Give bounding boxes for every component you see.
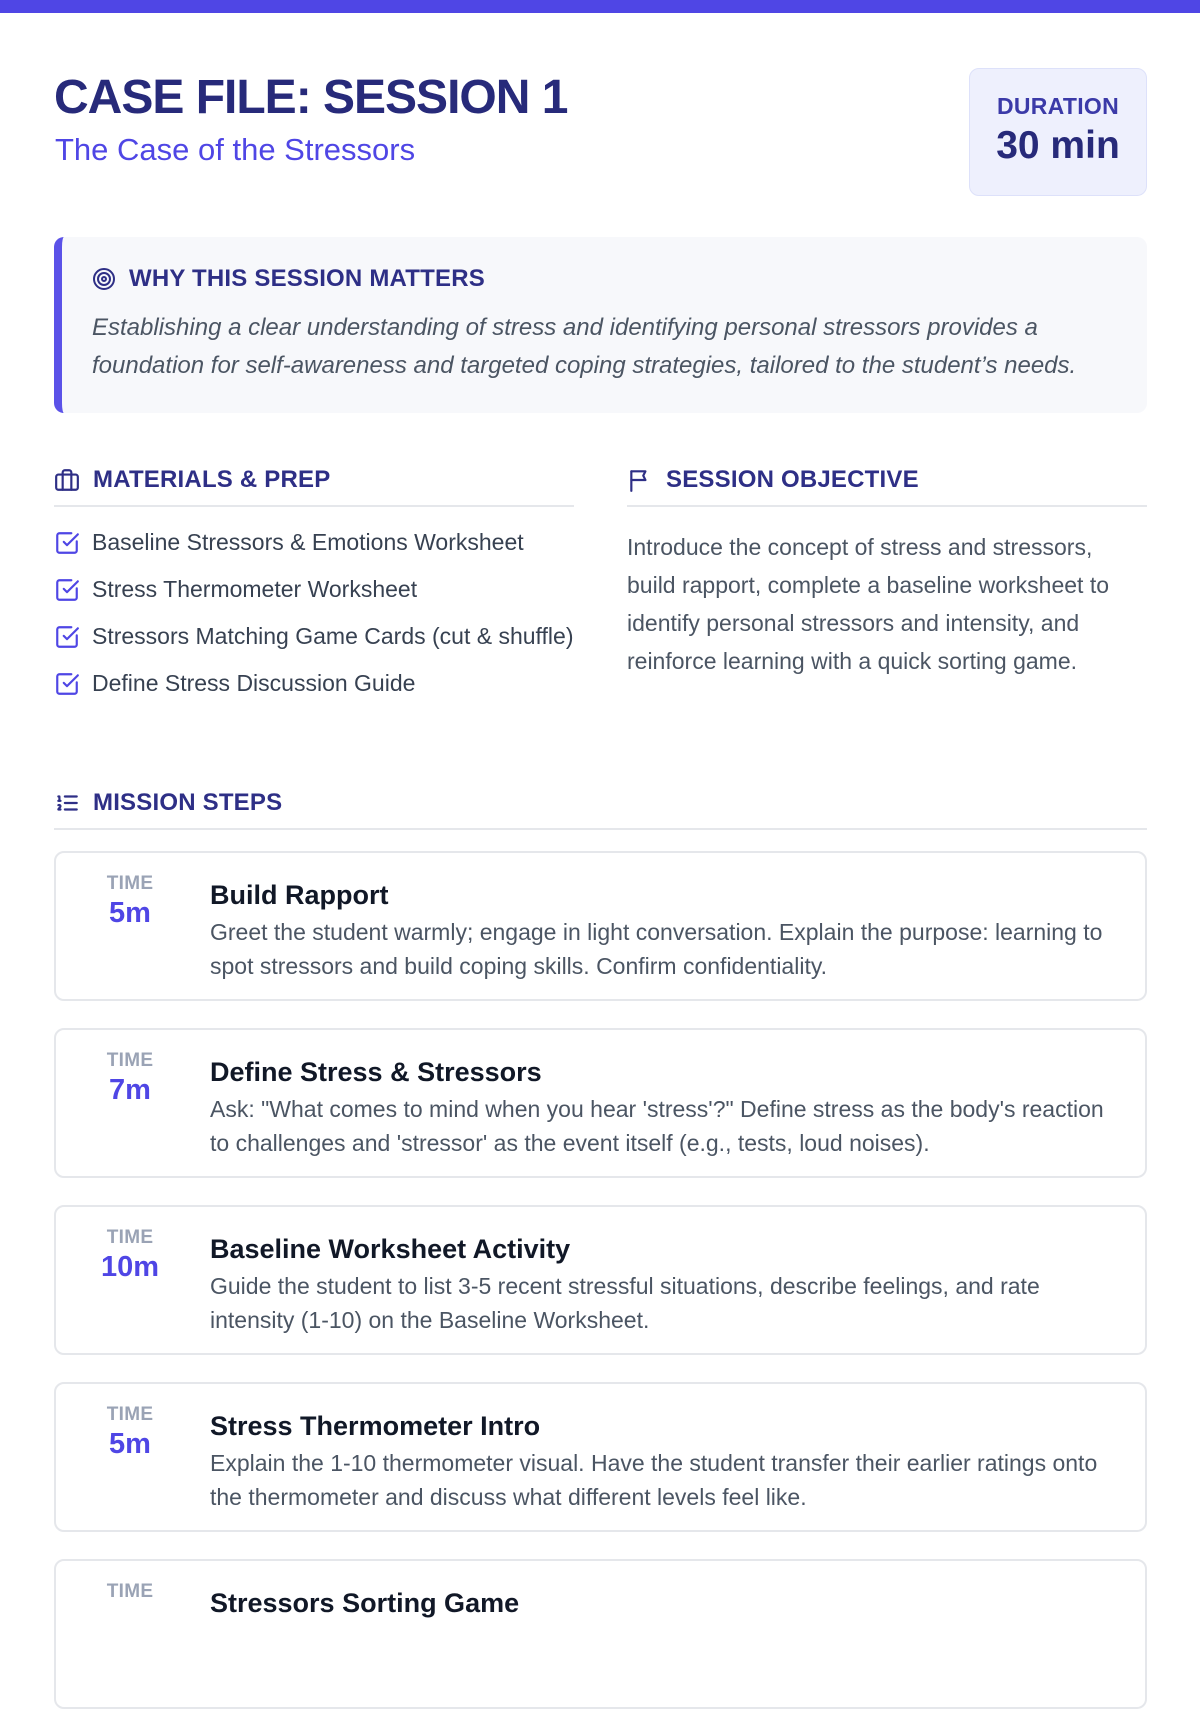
step-title: Stressors Sorting Game bbox=[210, 1588, 520, 1618]
checkbox-checked-icon bbox=[54, 530, 80, 556]
time-value: 7m bbox=[109, 1074, 151, 1106]
objective-heading-row bbox=[627, 465, 1147, 507]
material-label: Stressors Matching Game Cards (cut & shuffle) bbox=[92, 623, 574, 649]
list-item bbox=[54, 573, 574, 606]
step-title: Define Stress & Stressors bbox=[210, 1057, 542, 1087]
step-time bbox=[56, 1404, 204, 1461]
step-time bbox=[56, 1581, 204, 1605]
mission-heading: MISSION STEPS bbox=[93, 789, 283, 816]
why-text: Establishing a clear understanding of stress and identifying personal stressors provides a foundation for self-awareness and targeted coping strategies, tailored to the student’s needs. bbox=[92, 314, 1077, 379]
page-subtitle: The Case of the Stressors bbox=[55, 132, 416, 167]
page-header bbox=[54, 66, 1147, 196]
page-title: CASE FILE: SESSION 1 bbox=[54, 71, 568, 124]
time-label: TIME bbox=[106, 1404, 154, 1425]
step-body bbox=[210, 1585, 1120, 1623]
step-card bbox=[54, 1559, 1147, 1709]
time-value: 5m bbox=[109, 897, 151, 929]
list-ordered-icon bbox=[54, 790, 80, 816]
step-body bbox=[210, 877, 1120, 983]
duration-label: DURATION bbox=[996, 93, 1120, 119]
top-accent-bar bbox=[0, 0, 1200, 13]
step-card bbox=[54, 1205, 1147, 1355]
time-label: TIME bbox=[106, 873, 154, 894]
step-description: Ask: "What comes to mind when you hear 'stress'?" Define stress as the body's reaction to challenges and 'stressor' as the event itself (e.g., tests, loud noises). bbox=[210, 1096, 1104, 1156]
why-session-matters-card bbox=[54, 237, 1147, 413]
materials-list bbox=[54, 526, 574, 714]
step-title: Build Rapport bbox=[210, 880, 389, 910]
step-card bbox=[54, 1028, 1147, 1178]
step-card bbox=[54, 1382, 1147, 1532]
duration-value: 30 min bbox=[996, 124, 1120, 167]
step-body bbox=[210, 1231, 1120, 1337]
material-label: Baseline Stressors & Emotions Worksheet bbox=[92, 529, 524, 555]
step-description: Greet the student warmly; engage in light conversation. Explain the purpose: learning to spot stressors and build coping skills. Confirm confidentiality. bbox=[210, 919, 1103, 979]
time-label: TIME bbox=[106, 1581, 154, 1602]
checkbox-checked-icon bbox=[54, 671, 80, 697]
material-label: Define Stress Discussion Guide bbox=[92, 670, 416, 696]
duration-card bbox=[969, 68, 1147, 196]
mission-steps-list bbox=[54, 851, 1147, 1736]
time-value: 10m bbox=[100, 1251, 160, 1283]
objective-heading: SESSION OBJECTIVE bbox=[666, 466, 919, 493]
step-card bbox=[54, 851, 1147, 1001]
step-title: Stress Thermometer Intro bbox=[210, 1411, 541, 1441]
target-icon bbox=[92, 267, 116, 291]
time-label: TIME bbox=[106, 1050, 154, 1071]
list-item bbox=[54, 667, 574, 700]
checkbox-checked-icon bbox=[54, 624, 80, 650]
flag-icon bbox=[627, 467, 653, 493]
step-body bbox=[210, 1054, 1120, 1160]
why-heading-row bbox=[92, 265, 485, 293]
checkbox-checked-icon bbox=[54, 577, 80, 603]
material-label: Stress Thermometer Worksheet bbox=[92, 576, 418, 602]
step-title: Baseline Worksheet Activity bbox=[210, 1234, 571, 1264]
mission-heading-row bbox=[54, 788, 1147, 830]
step-description: Explain the 1-10 thermometer visual. Have the student transfer their earlier ratings onto the thermometer and discuss what different levels feel like. bbox=[210, 1450, 1098, 1510]
step-time bbox=[56, 1050, 204, 1107]
why-heading: WHY THIS SESSION MATTERS bbox=[129, 265, 485, 292]
step-time bbox=[56, 1227, 204, 1284]
objective-text: Introduce the concept of stress and stressors, build rapport, complete a baseline worksheet to identify personal stressors and intensity, and reinforce learning with a quick sorting game. bbox=[627, 534, 1110, 674]
time-value: 5m bbox=[109, 1428, 151, 1460]
materials-heading-row bbox=[54, 465, 574, 507]
list-item bbox=[54, 526, 574, 559]
list-item bbox=[54, 620, 574, 653]
time-label: TIME bbox=[106, 1227, 154, 1248]
step-description: Guide the student to list 3-5 recent stressful situations, describe feelings, and rate intensity (1-10) on the Baseline Worksheet. bbox=[210, 1273, 1040, 1333]
briefcase-icon bbox=[54, 467, 80, 493]
materials-heading: MATERIALS & PREP bbox=[93, 466, 331, 493]
step-body bbox=[210, 1408, 1120, 1514]
step-time bbox=[56, 873, 204, 930]
